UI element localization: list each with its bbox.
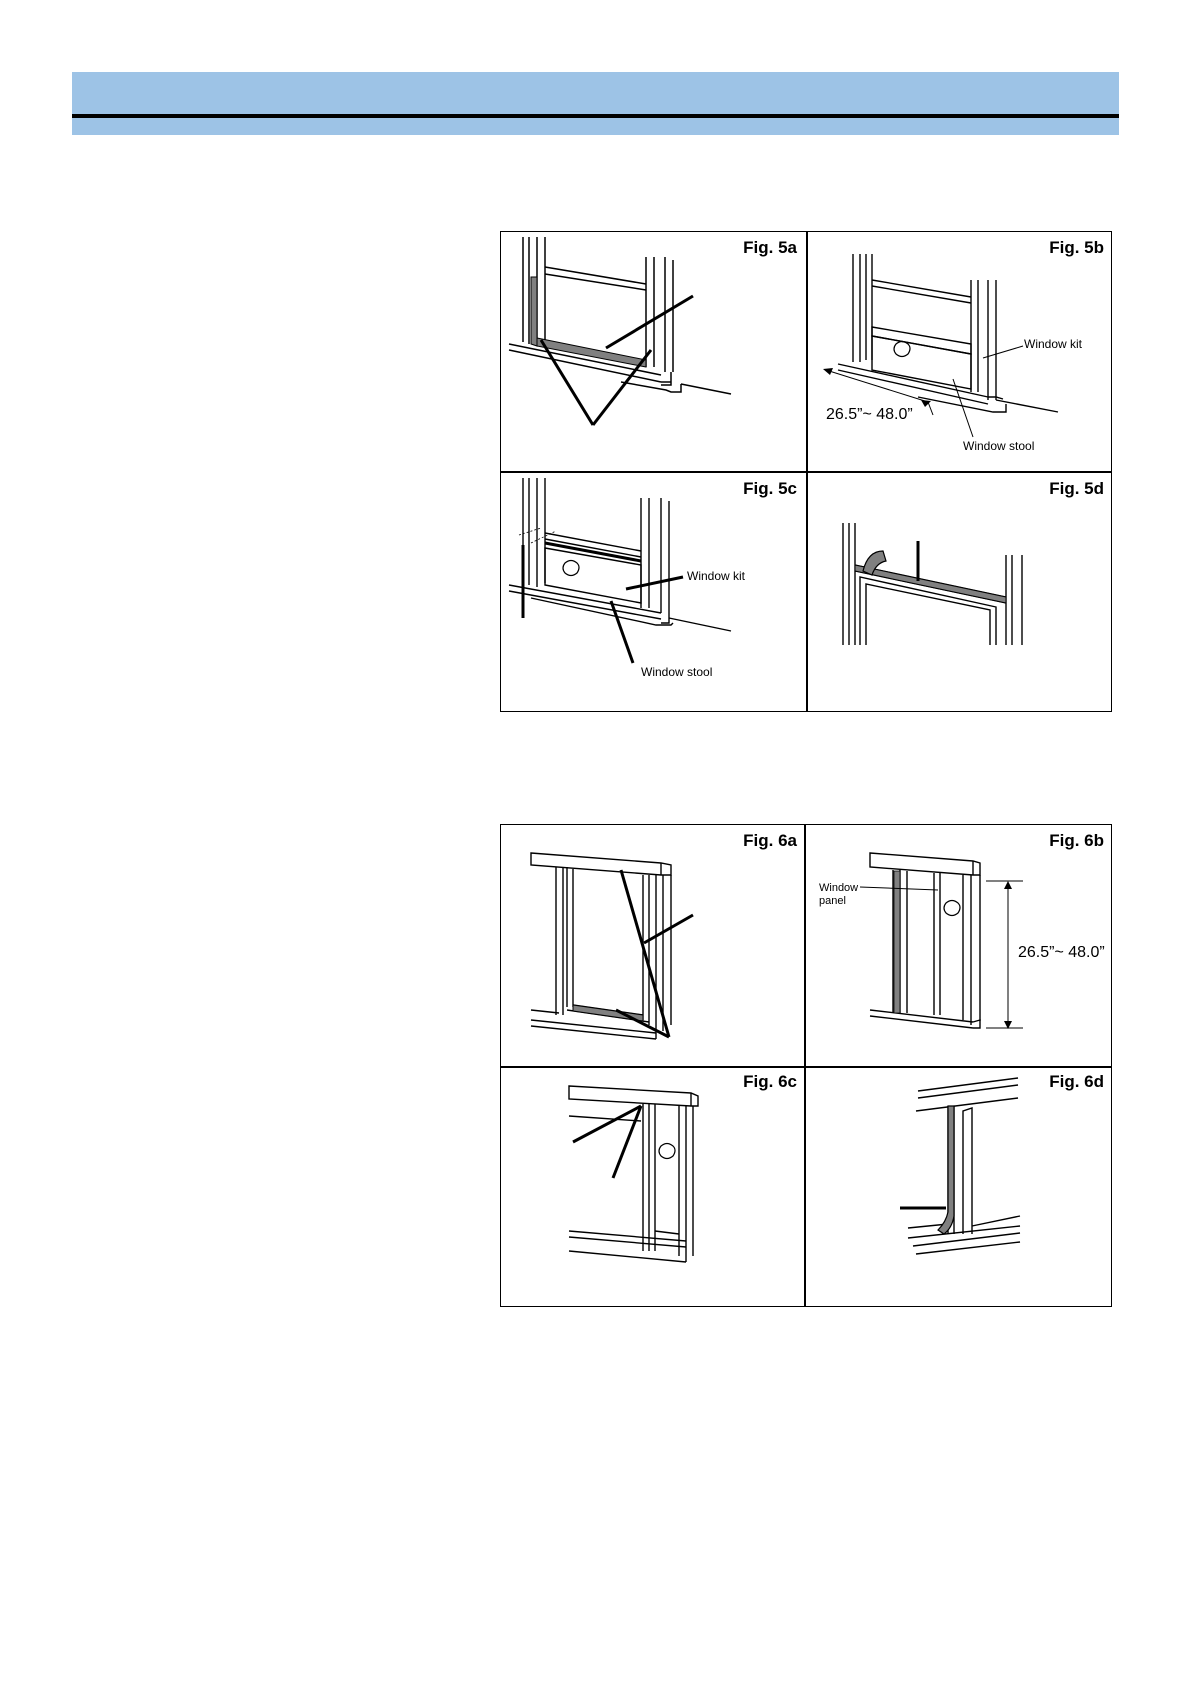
fig6d-label: Fig. 6d (1049, 1072, 1104, 1091)
fig5b-window-stool-label: Window stool (963, 439, 1035, 453)
fig5b-illustration (808, 232, 1112, 470)
fig5a-label: Fig. 5a (743, 238, 797, 257)
fig6c-panel (501, 1066, 805, 1304)
fig5a-panel (501, 232, 805, 470)
fig5d-panel (808, 473, 1112, 711)
fig6a-label: Fig. 6a (743, 831, 797, 850)
fig6b-panel (808, 825, 1112, 1063)
fig6d-illustration (808, 1066, 1112, 1304)
fig5-grid (500, 231, 1112, 712)
fig6c-label: Fig. 6c (743, 1072, 797, 1091)
fig6d-panel (808, 1066, 1112, 1304)
fig5c-window-stool-label: Window stool (641, 665, 713, 679)
fig5c-label: Fig. 5c (743, 479, 797, 498)
fig6b-label: Fig. 6b (1049, 831, 1104, 850)
header-rule (72, 114, 1119, 118)
fig6b-window-panel-label (819, 882, 858, 908)
header-band (72, 72, 1119, 135)
fig6-grid (500, 824, 1112, 1307)
fig5c-window-kit-label: Window kit (687, 569, 746, 583)
fig5d-label: Fig. 5d (1049, 479, 1104, 498)
fig5b-label: Fig. 5b (1049, 238, 1104, 257)
fig6c-illustration (501, 1066, 805, 1304)
fig5a-illustration (501, 232, 805, 470)
fig6b-dimension-label: 26.5”~ 48.0” (1018, 944, 1105, 961)
fig5d-illustration (808, 473, 1112, 711)
fig6b-window-panel-line1: Window (819, 882, 859, 894)
fig6a-illustration (501, 825, 805, 1063)
fig5c-panel (501, 473, 805, 711)
fig5b-panel (808, 232, 1112, 470)
fig6a-panel (501, 825, 805, 1063)
fig6b-window-panel-line2: panel (819, 895, 846, 907)
fig5b-dimension-label: 26.5”~ 48.0” (826, 406, 913, 423)
fig5b-window-kit-label: Window kit (1024, 337, 1083, 351)
